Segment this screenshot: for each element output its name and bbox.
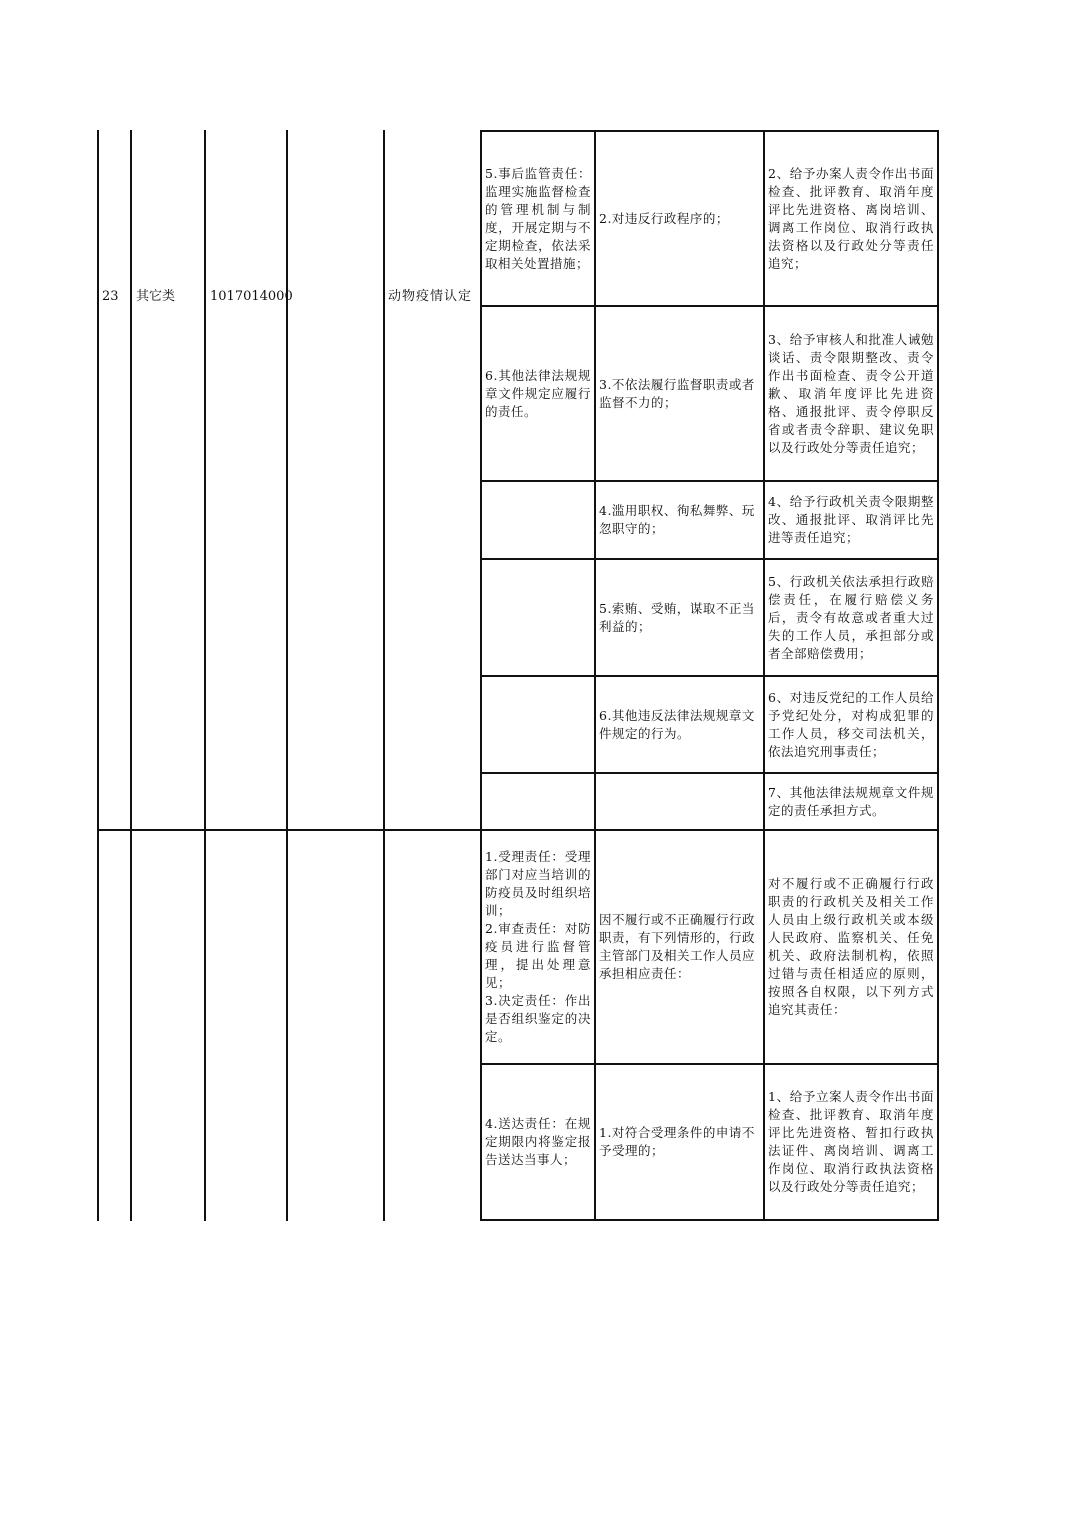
responsibility-cell	[480, 130, 596, 307]
circumstance-cell	[594, 130, 765, 307]
circumstance-text: 6.其他违反法律法规规章文件规定的行为。	[599, 707, 755, 741]
item-index: 23	[102, 289, 119, 304]
column-divider	[204, 130, 206, 1221]
penalty-cell	[763, 675, 939, 774]
responsibility-cell	[480, 829, 596, 1065]
penalty-text: 2、给予办案人责令作出书面检查、批评教育、取消年度评比先进资格、离岗培训、调离工作岗位、取消行政执法资格以及行政处分等责任追究；	[768, 165, 934, 271]
row-separator	[97, 829, 481, 831]
responsibility-text: 1.受理责任：受理部门对应当培训的防疫员及时组织培训； 2.审查责任：对防疫员进行监督管理，提出处理意见； 3.决定责任：作出是否组织鉴定的决定。	[485, 849, 591, 1044]
item-code: 1017014000	[210, 289, 293, 304]
penalty-text: 7、其他法律法规规章文件规定的责任承担方式。	[768, 784, 934, 818]
responsibility-text: 6.其他法律法规规章文件规定应履行的责任。	[485, 367, 591, 419]
penalty-cell	[763, 305, 939, 482]
circumstance-cell	[594, 1063, 765, 1221]
circumstance-text: 3.不依法履行监督职责或者监督不力的；	[599, 376, 755, 410]
empty-cell	[480, 772, 596, 831]
circumstance-text: 5.索贿、受贿，谋取不正当利益的；	[599, 600, 755, 634]
column-divider	[383, 130, 385, 1221]
penalty-cell	[763, 772, 939, 831]
circumstance-cell	[594, 305, 765, 482]
penalty-cell	[763, 558, 939, 677]
empty-cell	[480, 558, 596, 677]
column-divider	[97, 130, 99, 1221]
penalty-text: 5、行政机关依法承担行政赔偿责任，在履行赔偿义务后，责令有故意或者重大过失的工作人员，承担部分或者全部赔偿费用；	[768, 573, 934, 661]
penalty-cell	[763, 829, 939, 1065]
empty-cell	[594, 772, 765, 831]
circumstance-cell	[594, 829, 765, 1065]
empty-cell	[480, 675, 596, 774]
circumstance-cell	[594, 480, 765, 560]
empty-cell	[480, 480, 596, 560]
circumstance-text: 因不履行或不正确履行行政职责，有下列情形的，行政主管部门及相关工作人员应承担相应责任：	[599, 912, 756, 981]
responsibility-cell	[480, 1063, 596, 1221]
responsibility-text: 4.送达责任：在规定期限内将鉴定报告送达当事人；	[485, 1116, 591, 1167]
responsibility-cell	[480, 305, 596, 482]
circumstance-text: 4.滥用职权、徇私舞弊、玩忽职守的；	[599, 503, 755, 536]
circumstance-cell	[594, 558, 765, 677]
penalty-text: 对不履行或不正确履行行政职责的行政机关及相关工作人员由上级行政机关或本级人民政府、监察机关、任免机关、政府法制机构，依照过错与责任相适应的原则，按照各自权限，以下列方式追究其责任：	[768, 876, 934, 1017]
penalty-cell	[763, 1063, 939, 1221]
circumstance-text: 2.对违反行政程序的；	[599, 210, 729, 226]
responsibility-text: 5.事后监管责任：监理实施监督检查的管理机制与制度，开展定期与不定期检查，依法采取相关处置措施；	[485, 165, 591, 271]
penalty-text: 6、对违反党纪的工作人员给予党纪处分，对构成犯罪的工作人员，移交司法机关，依法追究刑事责任；	[768, 689, 934, 759]
penalty-text: 3、给予审核人和批准人诫勉谈话、责令限期整改、责令作出书面检查、责令公开道歉、取消年度评比先进资格、通报批评、责令停职反省或者责令辞职、建议免职以及行政处分等责任追究；	[768, 331, 934, 455]
circumstance-text: 1.对符合受理条件的申请不予受理的；	[599, 1125, 755, 1158]
circumstance-cell	[594, 675, 765, 774]
column-divider	[130, 130, 132, 1221]
penalty-text: 1、给予立案人责令作出书面检查、批评教育、取消年度评比先进资格、暂扣行政执法证件、离岗培训、调离工作岗位、取消行政执法资格以及行政处分等责任追究；	[768, 1089, 934, 1194]
item-name: 动物疫情认定	[388, 289, 473, 304]
penalty-cell	[763, 130, 939, 307]
penalty-text: 4、给予行政机关责令限期整改、通报批评、取消评比先进等责任追究；	[768, 494, 934, 545]
item-category: 其它类	[136, 289, 176, 304]
penalty-cell	[763, 480, 939, 560]
